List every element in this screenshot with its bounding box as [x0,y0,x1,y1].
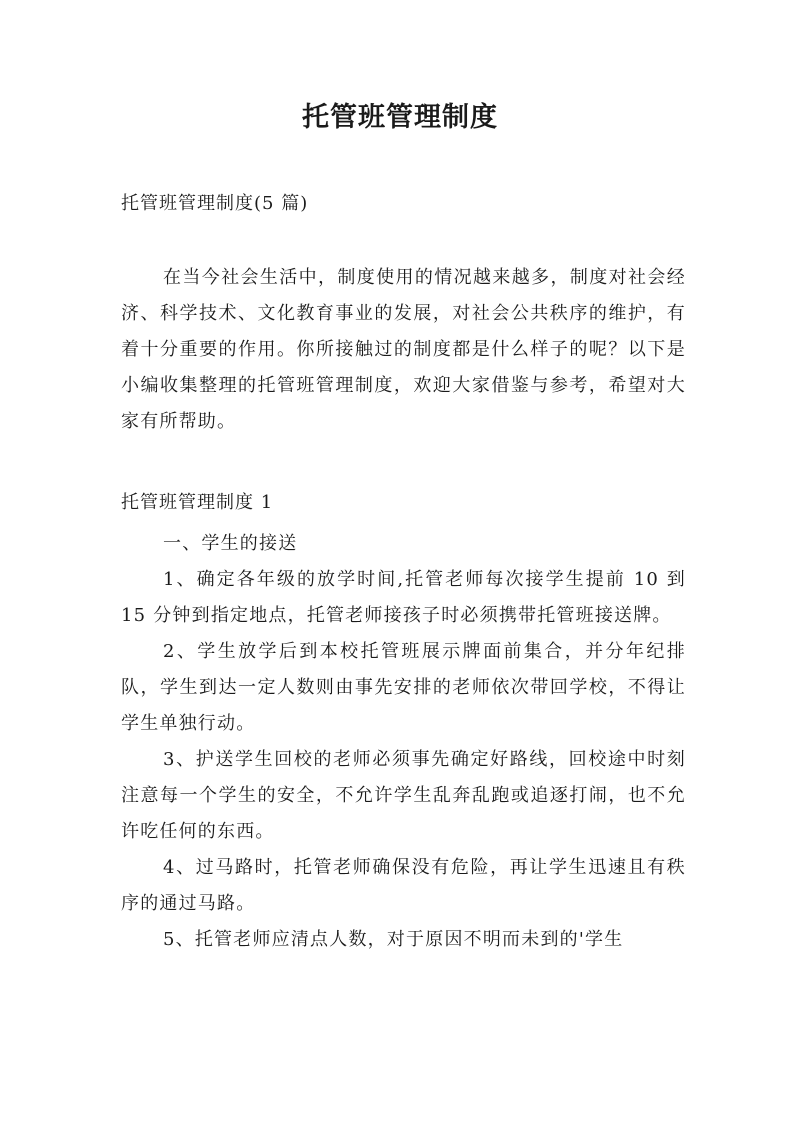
document-title: 托管班管理制度 [302,102,498,133]
document-subtitle: 托管班管理制度(5 篇) [121,193,309,214]
body-paragraph: 2、学生放学后到本校托管班展示牌面前集合，并分年纪排队，学生到达一定人数则由事先安排的老师依次带回学校，不得让学生单独行动。 [121,641,686,734]
body-paragraph: 5、托管老师应清点人数，对于原因不明而未到的'学生 [163,929,624,950]
body-paragraph: 1、确定各年级的放学时间,托管老师每次接学生提前 10 到 15 分钟到指定地点，托管老师接孩子时必须携带托管班接送牌。 [121,569,686,626]
section-heading: 托管班管理制度 1 [121,492,274,513]
body-paragraph: 4、过马路时，托管老师确保没有危险，再让学生迅速且有秩序的通过马路。 [121,857,686,914]
intro-paragraph: 在当今社会生活中，制度使用的情况越来越多，制度对社会经济、科学技术、文化教育事业的发展，对社会公共秩序的维护，有着十分重要的作用。你所接触过的制度都是什么样子的呢？以下是小编收集整理的托管班管理制度，欢迎大家借鉴与参考，希望对大家有所帮助。 [121,267,686,432]
body-paragraph: 3、护送学生回校的老师必须事先确定好路线，回校途中时刻注意每一个学生的安全，不允许学生乱奔乱跑或追逐打闹，也不允许吃任何的东西。 [121,749,686,842]
section-body [121,526,686,958]
body-paragraph: 一、学生的接送 [163,533,298,554]
